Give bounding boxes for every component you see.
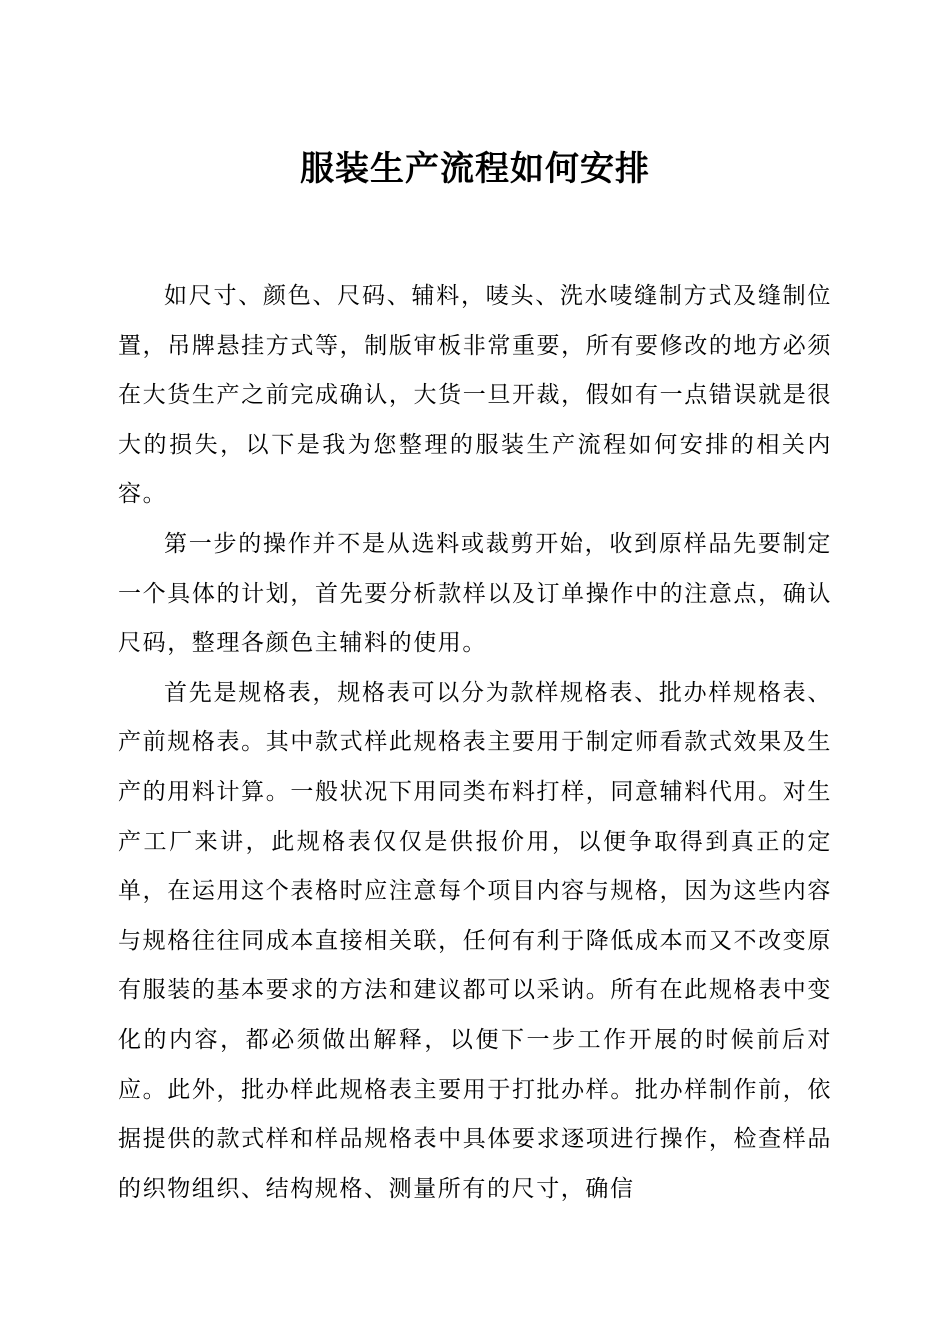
document-body — [118, 272, 832, 1214]
document-title: 服装生产流程如何安排 — [300, 149, 650, 189]
paragraph-step-one: 第一步的操作并不是从选料或裁剪开始，收到原样品先要制定一个具体的计划，首先要分析款样以及订单操作中的注意点，确认尺码，整理各颜色主辅料的使用。 — [118, 530, 832, 657]
paragraph-intro: 如尺寸、颜色、尺码、辅料，唛头、洗水唛缝制方式及缝制位置，吊牌悬挂方式等，制版审板非常重要，所有要修改的地方必须在大货生产之前完成确认，大货一旦开裁，假如有一点错误就是很大的损失，以下是我为您整理的服装生产流程如何安排的相关内容。 — [118, 283, 832, 508]
paragraph-spec-sheet: 首先是规格表，规格表可以分为款样规格表、批办样规格表、产前规格表。其中款式样此规格表主要用于制定师看款式效果及生产的用料计算。一般状况下用同类布料打样，同意辅料代用。对生产工厂来讲，此规格表仅仅是供报价用，以便争取得到真正的定单，在运用这个表格时应注意每个项目内容与规格，因为这些内容与规格往往同成本直接相关联，任何有利于降低成本而又不改变原有服装的基本要求的方法和建议都可以采讷。所有在此规格表中变化的内容，都必须做出解释，以便下一步工作开展的时候前后对应。此外，批办样此规格表主要用于打批办样。批办样制作前，依据提供的款式样和样品规格表中具体要求逐项进行操作，检查样品的织物组织、结构规格、测量所有的尺寸，确信 — [118, 679, 832, 1202]
